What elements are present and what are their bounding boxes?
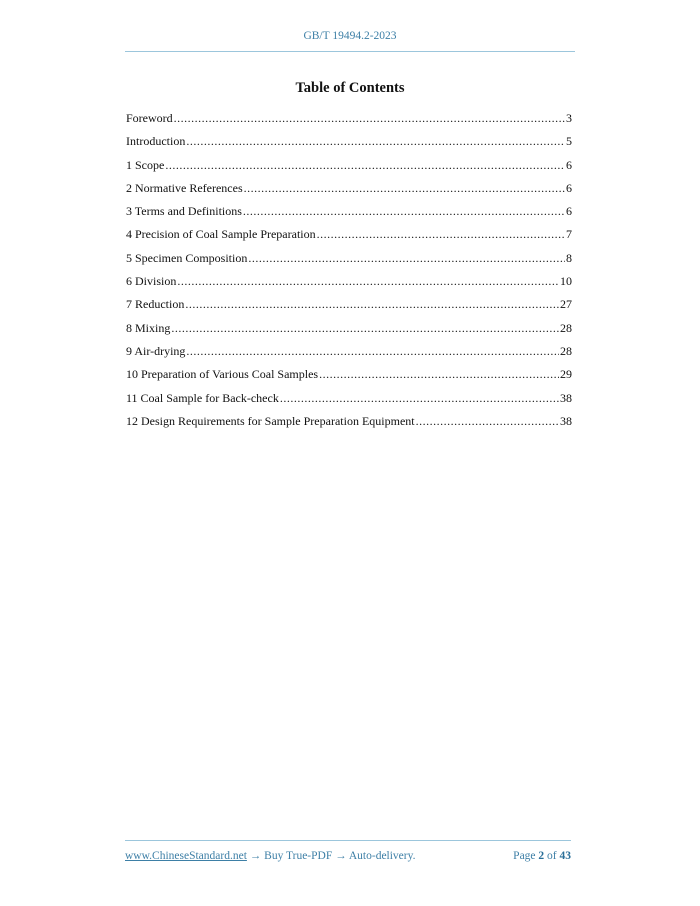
toc-entry[interactable]	[126, 321, 572, 344]
toc-entry-label: 1 Scope	[126, 157, 165, 172]
toc-entry-page: 28	[560, 320, 572, 335]
toc-entry[interactable]	[126, 391, 572, 414]
toc-entry-page: 3	[566, 111, 572, 125]
toc-leader-dots	[319, 367, 559, 382]
toc-title: Table of Contents	[295, 80, 405, 96]
toc-entry[interactable]	[126, 111, 572, 134]
page-of-label: of	[547, 850, 557, 862]
toc-entry-page: 6	[566, 180, 572, 195]
page-label: Page	[513, 850, 536, 862]
toc-entry-label: 7 Reduction	[126, 297, 185, 312]
toc-leader-dots	[171, 321, 559, 336]
toc-leader-dots	[317, 227, 565, 242]
arrow-right-icon: →	[249, 850, 262, 862]
toc-entry-page: 27	[560, 297, 572, 312]
toc-entry[interactable]	[126, 227, 572, 250]
toc-entry-label: 8 Mixing	[126, 320, 171, 335]
toc-leader-dots	[248, 251, 565, 266]
toc-entry-page: 8	[566, 250, 572, 265]
toc-leader-dots	[280, 391, 559, 406]
document-header: GB/T 19494.2-2023	[303, 30, 397, 42]
header-divider	[125, 51, 575, 52]
toc-entry-page: 5	[566, 134, 572, 149]
buy-true-pdf-link[interactable]: Buy True-PDF	[264, 850, 333, 862]
toc-leader-dots	[186, 344, 559, 359]
toc-entry-label: Introduction	[126, 134, 186, 149]
toc-entry-label: 9 Air-drying	[126, 343, 186, 358]
toc-entry-page: 6	[566, 204, 572, 219]
toc-entry[interactable]	[126, 367, 572, 390]
toc-entry-page: 38	[560, 390, 572, 405]
page-total: 43	[559, 850, 571, 862]
toc-leader-dots	[243, 204, 565, 219]
page-indicator	[513, 850, 571, 862]
toc-leader-dots	[174, 111, 565, 126]
toc-entry-page: 7	[566, 227, 572, 242]
toc-entry[interactable]	[126, 158, 572, 181]
toc-entry-label: 3 Terms and Definitions	[126, 204, 242, 219]
toc-entry-page: 29	[560, 367, 572, 382]
toc-entry-label: 6 Division	[126, 274, 177, 289]
toc-entry-page: 10	[560, 274, 572, 289]
toc-entry[interactable]	[126, 297, 572, 320]
toc-entry-label: 11 Coal Sample for Back-check	[126, 390, 279, 405]
toc-entry[interactable]	[126, 134, 572, 157]
toc-leader-dots	[244, 181, 565, 196]
document-footer	[125, 850, 571, 862]
footer-divider	[125, 840, 571, 841]
toc-entry-page: 28	[560, 343, 572, 358]
toc-entry[interactable]	[126, 274, 572, 297]
arrow-right-icon: →	[335, 850, 347, 862]
auto-delivery-text: Auto-delivery.	[348, 850, 416, 862]
toc-entry-page: 6	[566, 157, 572, 172]
toc-leader-dots	[185, 297, 559, 312]
toc-entry-label: Foreword	[126, 111, 173, 125]
page-current: 2	[538, 850, 545, 862]
toc-leader-dots	[177, 274, 559, 289]
toc-entry[interactable]	[126, 181, 572, 204]
toc-entry[interactable]	[126, 414, 572, 437]
toc-leader-dots	[165, 158, 565, 173]
toc-leader-dots	[186, 134, 565, 149]
toc-entry-label: 5 Specimen Composition	[126, 250, 248, 265]
toc-entry[interactable]	[126, 251, 572, 274]
toc-entry[interactable]	[126, 344, 572, 367]
toc-entry-page: 38	[560, 413, 572, 428]
toc-entry-label: 4 Precision of Coal Sample Preparation	[126, 227, 316, 242]
toc-entry-label: 2 Normative References	[126, 180, 243, 195]
toc-entry-label: 12 Design Requirements for Sample Preparation Equipment	[126, 413, 415, 428]
website-link[interactable]: www.ChineseStandard.net	[125, 850, 247, 862]
toc-entry-label: 10 Preparation of Various Coal Samples	[126, 367, 319, 382]
toc-entry[interactable]	[126, 204, 572, 227]
toc-leader-dots	[416, 414, 559, 429]
toc-list	[126, 111, 572, 437]
